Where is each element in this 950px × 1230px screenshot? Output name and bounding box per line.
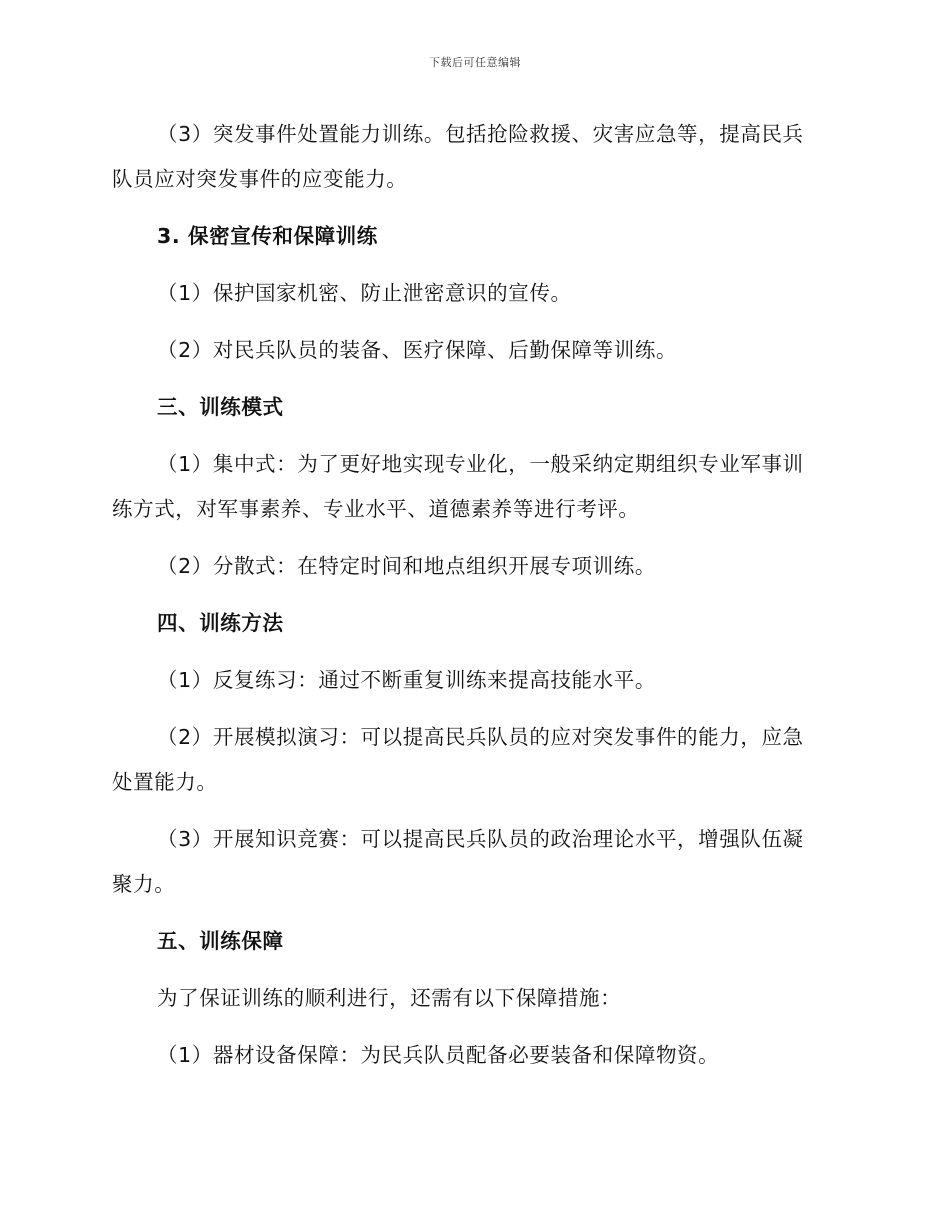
- paragraph: （1）集中式：为了更好地实现专业化，一般采纳定期组织专业军事训练方式，对军事素养、专业水平、道德素养等进行考评。: [112, 452, 804, 521]
- paragraph: （2）对民兵队员的装备、医疗保障、后勤保障等训练。: [157, 338, 678, 362]
- paragraph: （2）分散式：在特定时间和地点组织开展专项训练。: [157, 554, 656, 578]
- section-heading: 三、训练模式: [157, 395, 284, 419]
- paragraph: （1）保护国家机密、防止泄密意识的宣传。: [157, 281, 572, 305]
- paragraph: 为了保证训练的顺利进行，还需有以下保障措施：: [157, 986, 622, 1010]
- paragraph: （1）器材设备保障：为民兵队员配备必要装备和保障物资。: [157, 1043, 720, 1067]
- page-header: 下载后可任意编辑: [429, 56, 521, 69]
- paragraph: （2）开展模拟演习：可以提高民兵队员的应对突发事件的能力，应急处置能力。: [112, 725, 804, 794]
- paragraph: （1）反复练习：通过不断重复训练来提高技能水平。: [157, 668, 656, 692]
- section-heading: 3. 保密宣传和保障训练: [157, 224, 378, 248]
- paragraph: （3）突发事件处置能力训练。包括抢险救援、灾害应急等，提高民兵队员应对突发事件的应变能力。: [112, 122, 804, 191]
- document-body: [112, 112, 824, 1078]
- section-heading: 五、训练保障: [157, 929, 284, 953]
- paragraph: （3）开展知识竞赛：可以提高民兵队员的政治理论水平，增强队伍凝聚力。: [112, 827, 804, 896]
- section-heading: 四、训练方法: [157, 611, 284, 635]
